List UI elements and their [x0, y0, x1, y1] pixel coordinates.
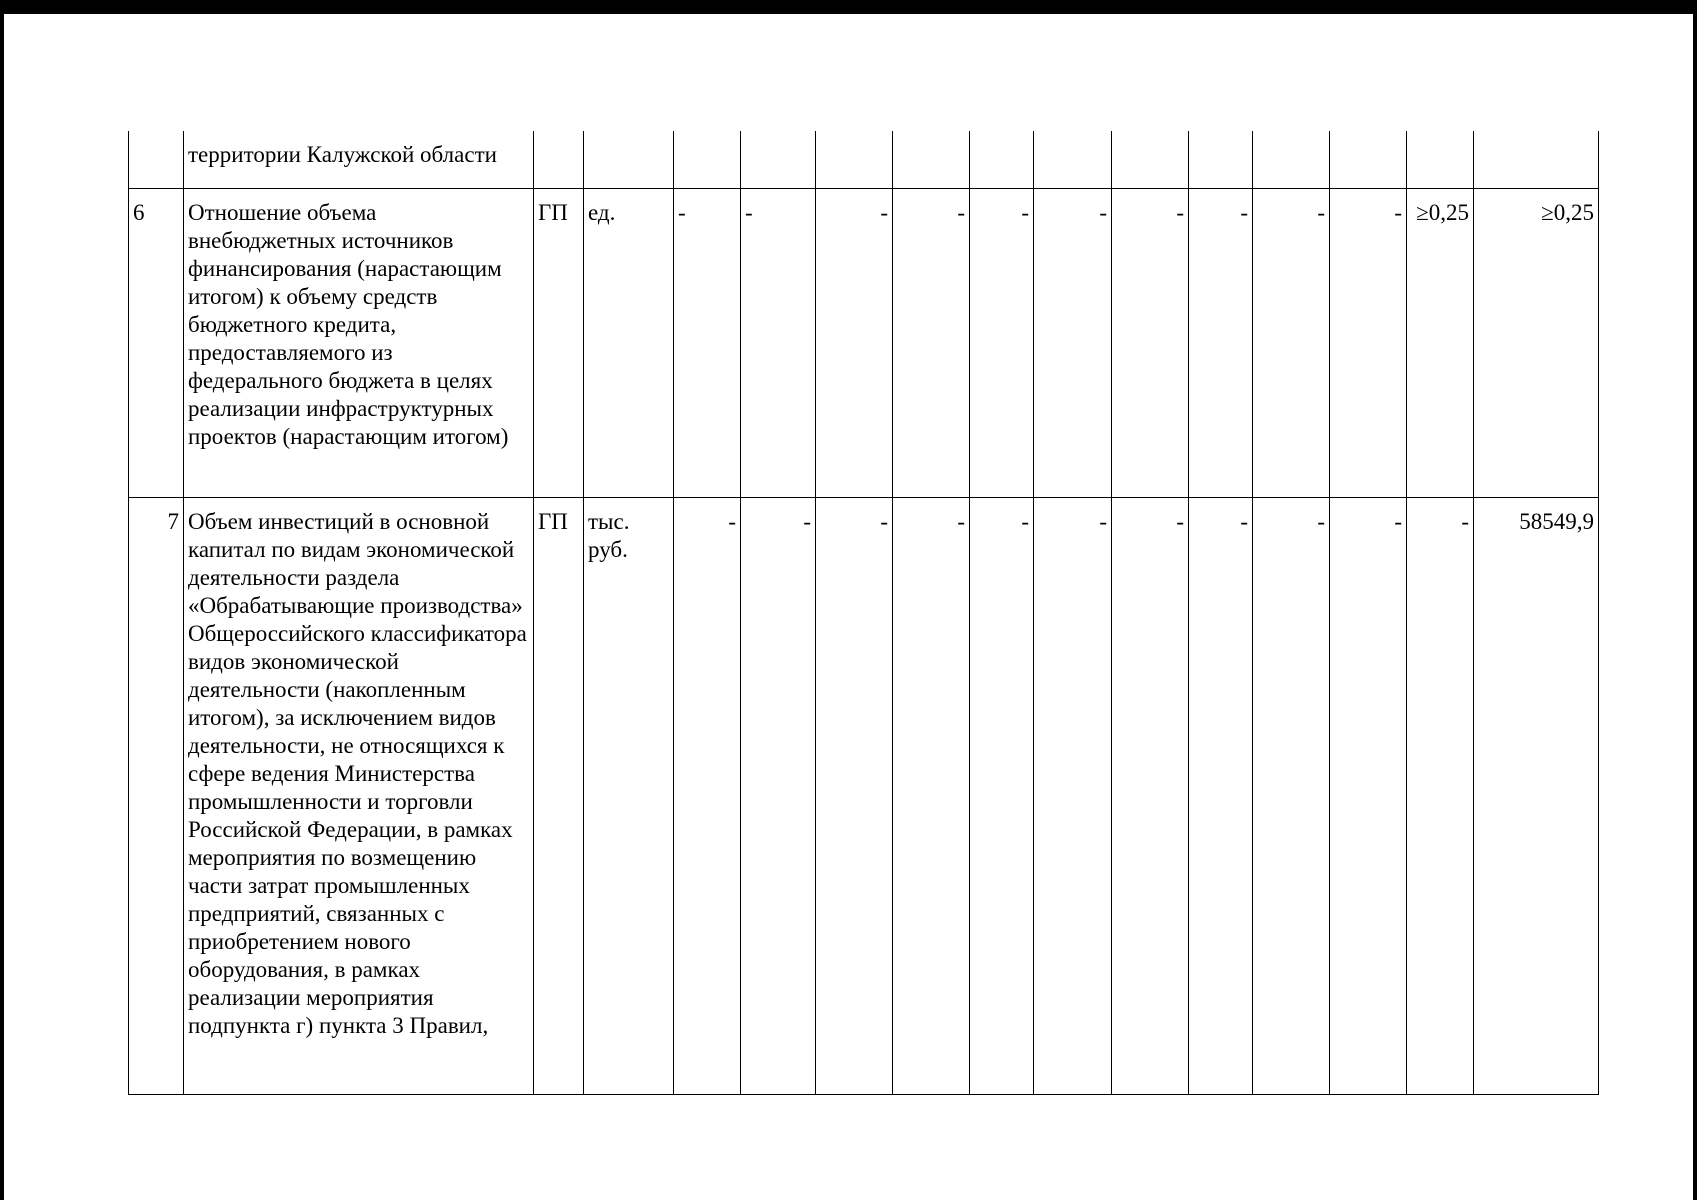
row-number: 7: [129, 498, 184, 1095]
value-cell: -: [970, 498, 1034, 1095]
value-cell: [1407, 131, 1474, 189]
indicator-name: территории Калужской области: [184, 131, 534, 189]
value-cell: -: [1112, 498, 1189, 1095]
value-cell: -: [1253, 498, 1330, 1095]
value-cell: -: [816, 189, 893, 498]
value-cell: [1189, 131, 1253, 189]
source-cell: ГП: [534, 189, 584, 498]
value-cell: -: [1407, 498, 1474, 1095]
value-cell: [816, 131, 893, 189]
unit-text: тыс. руб.: [588, 509, 630, 562]
scan-top-border: [0, 0, 1697, 14]
value-cell: [1330, 131, 1407, 189]
value-cell: [1474, 131, 1599, 189]
value-cell: [1034, 131, 1112, 189]
table-row: [129, 498, 1599, 1095]
scan-right-border: [1693, 0, 1697, 1200]
value-cell: [674, 131, 741, 189]
value-cell: -: [1034, 498, 1112, 1095]
value-cell: ≥0,25: [1474, 189, 1599, 498]
source-cell: ГП: [534, 498, 584, 1095]
value-cell: -: [1034, 189, 1112, 498]
row-number: 6: [129, 189, 184, 498]
indicator-name: Отношение объема внебюджетных источников финансирования (нарастающим итогом) к объему средств бюджетного кредита, предоставляемого из федерального бюджета в целях реализации инфраструктурных проектов (нарастающим итогом): [184, 189, 534, 498]
unit-cell: [584, 498, 674, 1095]
value-cell: -: [1330, 498, 1407, 1095]
value-cell: -: [741, 498, 816, 1095]
indicators-table: [128, 131, 1599, 1095]
row-number: [129, 131, 184, 189]
value-cell: -: [816, 498, 893, 1095]
value-cell: [893, 131, 970, 189]
value-cell: -: [741, 189, 816, 498]
indicator-name: Объем инвестиций в основной капитал по видам экономической деятельности раздела «Обрабатывающие производства» Общероссийского классификатора видов экономической деятельности (накопленным итогом), за исключением видов деятельности, не относящихся к сфере ведения Министерства промышленности и торговли Российской Федерации, в рамках мероприятия по возмещению части затрат промышленных предприятий, связанных с приобретением нового оборудования, в рамках реализации мероприятия подпункта г) пункта 3 Правил,: [184, 498, 534, 1095]
value-cell: [1112, 131, 1189, 189]
value-cell: [741, 131, 816, 189]
value-cell: -: [674, 498, 741, 1095]
value-cell: -: [893, 189, 970, 498]
value-cell: -: [970, 189, 1034, 498]
value-cell: -: [1189, 498, 1253, 1095]
table-row: [129, 131, 1599, 189]
value-cell: -: [674, 189, 741, 498]
table-row: [129, 189, 1599, 498]
value-cell: -: [1253, 189, 1330, 498]
value-cell: -: [893, 498, 970, 1095]
unit-cell: ед.: [584, 189, 674, 498]
value-cell: -: [1330, 189, 1407, 498]
value-cell: [1253, 131, 1330, 189]
unit-cell: [584, 131, 674, 189]
value-cell: -: [1189, 189, 1253, 498]
value-cell: -: [1112, 189, 1189, 498]
value-cell: [970, 131, 1034, 189]
value-cell: 58549,9: [1474, 498, 1599, 1095]
scan-left-border: [0, 0, 4, 1200]
value-cell: ≥0,25: [1407, 189, 1474, 498]
source-cell: [534, 131, 584, 189]
